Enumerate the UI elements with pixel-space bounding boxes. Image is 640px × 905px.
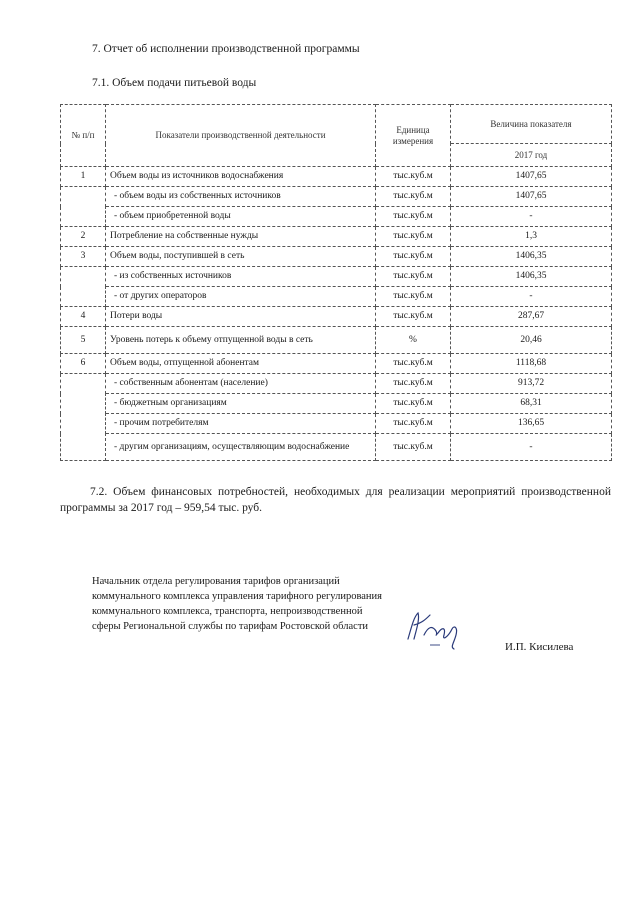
row-unit: тыс.куб.м [376, 354, 451, 374]
header-unit: Единица измерения [376, 105, 451, 167]
row-indicator: - объем приобретенной воды [106, 207, 376, 227]
row-unit: % [376, 327, 451, 354]
row-unit: тыс.куб.м [376, 374, 451, 394]
table-row [61, 187, 612, 207]
row-value: 1,3 [451, 227, 612, 247]
row-indicator: - собственным абонентам (население) [106, 374, 376, 394]
signatory-name: И.П. Кисилева [505, 641, 574, 653]
row-value: 136,65 [451, 414, 612, 434]
row-indicator: - бюджетным организациям [106, 394, 376, 414]
row-unit: тыс.куб.м [376, 267, 451, 287]
row-value: 1407,65 [451, 167, 612, 187]
row-value: 1406,35 [451, 247, 612, 267]
row-unit: тыс.куб.м [376, 207, 451, 227]
header-num: № п/п [61, 105, 106, 167]
row-number: 5 [61, 327, 106, 354]
row-indicator: Объем воды, отпущенной абонентам [106, 354, 376, 374]
table-row [61, 167, 612, 187]
row-value: - [451, 434, 612, 461]
row-number [61, 267, 106, 307]
header-name: Показатели производственной деятельности [106, 105, 376, 167]
subsection-heading: 7.1. Объем подачи питьевой воды [92, 77, 257, 89]
row-value: 287,67 [451, 307, 612, 327]
row-indicator: - другим организациям, осуществляющим водоснабжение [106, 434, 376, 461]
table-row [61, 227, 612, 247]
row-indicator: - объем воды из собственных источников [106, 187, 376, 207]
row-indicator: Объем воды из источников водоснабжения [106, 167, 376, 187]
row-indicator: - прочим потребителям [106, 414, 376, 434]
row-value: 1407,65 [451, 187, 612, 207]
row-value: 20,46 [451, 327, 612, 354]
table-row [61, 354, 612, 374]
table-row [61, 327, 612, 354]
row-unit: тыс.куб.м [376, 187, 451, 207]
table-row [61, 307, 612, 327]
row-unit: тыс.куб.м [376, 227, 451, 247]
water-supply-table [60, 104, 612, 461]
row-indicator: Объем воды, поступившей в сеть [106, 247, 376, 267]
row-number: 1 [61, 167, 106, 187]
table-row [61, 287, 612, 307]
row-unit: тыс.куб.м [376, 307, 451, 327]
row-unit: тыс.куб.м [376, 394, 451, 414]
row-unit: тыс.куб.м [376, 167, 451, 187]
financial-needs-paragraph: 7.2. Объем финансовых потребностей, необходимых для реализации мероприятий производственной программы за 2017 год – 959,54 тыс. руб. [60, 486, 611, 514]
row-unit: тыс.куб.м [376, 247, 451, 267]
row-unit: тыс.куб.м [376, 434, 451, 461]
table-row [61, 414, 612, 434]
row-indicator: - от других операторов [106, 287, 376, 307]
signatory-title: Начальник отдела регулирования тарифов организаций коммунального комплекса управления тарифного регулирования коммунального комплекса, транспорта, непроизводственной сферы Региональной службы по тарифам Ростовской области [92, 576, 382, 632]
table-row [61, 394, 612, 414]
row-number: 6 [61, 354, 106, 374]
section-heading: 7. Отчет об исполнении производственной программы [92, 43, 360, 55]
row-number: 2 [61, 227, 106, 247]
row-number [61, 187, 106, 227]
row-value: 1118,68 [451, 354, 612, 374]
header-year: 2017 год [451, 144, 612, 167]
row-value: 1406,35 [451, 267, 612, 287]
table-row [61, 207, 612, 227]
row-indicator: Уровень потерь к объему отпущенной воды в сеть [106, 327, 376, 354]
header-value: Величина показателя [451, 105, 612, 144]
row-unit: тыс.куб.м [376, 287, 451, 307]
handwritten-signature [400, 605, 470, 650]
table-row [61, 267, 612, 287]
table-row [61, 374, 612, 394]
row-number: 3 [61, 247, 106, 267]
row-indicator: - из собственных источников [106, 267, 376, 287]
row-number [61, 374, 106, 461]
row-indicator: Потери воды [106, 307, 376, 327]
row-number: 4 [61, 307, 106, 327]
row-indicator: Потребление на собственные нужды [106, 227, 376, 247]
row-value: - [451, 287, 612, 307]
row-value: 68,31 [451, 394, 612, 414]
table-row [61, 434, 612, 461]
row-value: 913,72 [451, 374, 612, 394]
table-row [61, 247, 612, 267]
row-value: - [451, 207, 612, 227]
row-unit: тыс.куб.м [376, 414, 451, 434]
